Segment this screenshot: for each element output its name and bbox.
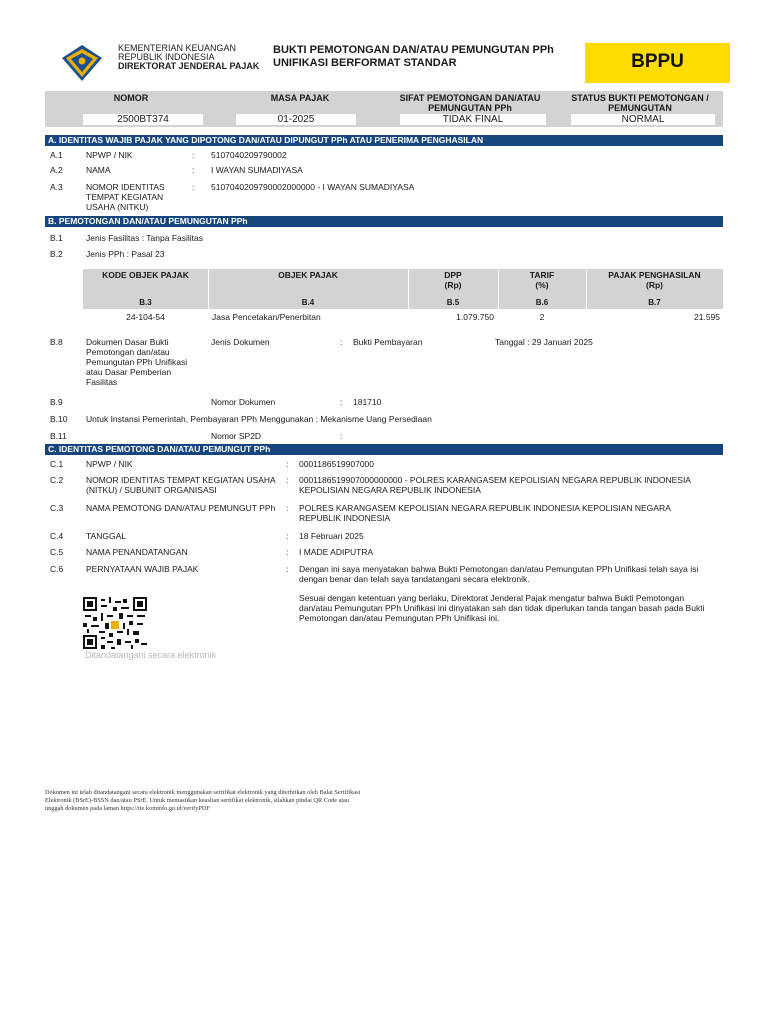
th-tarif bbox=[498, 270, 586, 290]
row-a3-colon: : bbox=[192, 182, 195, 192]
row-c1-code: C.1 bbox=[50, 459, 64, 469]
th-dpp-line-2: (Rp) bbox=[444, 280, 462, 290]
kementerian-keuangan-logo bbox=[60, 44, 104, 82]
row-a3-code: A.3 bbox=[50, 182, 63, 192]
nomor-value: 2500BT374 bbox=[83, 114, 203, 125]
row-b11-label: Nomor SP2D bbox=[211, 431, 262, 441]
row-c3-label: NAMA PEMOTONG DAN/ATAU PEMUNGUT PPh bbox=[86, 503, 276, 513]
status-label bbox=[558, 93, 722, 113]
sifat-label bbox=[388, 93, 552, 113]
nomor-label: NOMOR bbox=[113, 93, 149, 103]
cell-objek-pajak: Jasa Pencetakan/Penerbitan bbox=[212, 312, 321, 322]
section-c-header: C. IDENTITAS PEMOTONG DAN/ATAU PEMUNGUT PPh bbox=[45, 444, 723, 455]
row-c4-colon: : bbox=[286, 531, 289, 541]
row-b8-jenis-value: Bukti Pembayaran bbox=[353, 337, 423, 347]
row-c6-label: PERNYATAAN WAJIB PAJAK bbox=[86, 564, 199, 574]
ministry-name bbox=[118, 44, 259, 71]
th-kode-objek: KODE OBJEK PAJAK bbox=[102, 270, 189, 280]
th-dpp-line-1: DPP bbox=[444, 270, 462, 280]
row-c6-colon: : bbox=[286, 564, 289, 574]
document-title-line-1: BUKTI PEMOTONGAN DAN/ATAU PEMUNGUTAN PPh bbox=[273, 44, 554, 56]
row-c1-colon: : bbox=[286, 459, 289, 469]
row-c2-value: 0001186519907000000000 - POLRES KARANGASEM KEPOLISIAN NEGARA REPUBLIK INDONESIA KEPOLISIAN NEGARA REPUBLIK INDONESIA bbox=[299, 475, 691, 495]
row-b8-tanggal: Tanggal : 29 Januari 2025 bbox=[495, 337, 593, 347]
document-title bbox=[273, 44, 554, 70]
masa-pajak-label: MASA PAJAK bbox=[270, 93, 330, 103]
row-b9-value: 181710 bbox=[353, 397, 382, 407]
row-c6-code: C.6 bbox=[50, 564, 64, 574]
sifat-value: TIDAK FINAL bbox=[400, 114, 546, 125]
row-a2-colon: : bbox=[192, 165, 195, 175]
row-c3-colon: : bbox=[286, 503, 289, 513]
row-c4-value: 18 Februari 2025 bbox=[299, 531, 364, 541]
th-pajak-penghasilan bbox=[586, 270, 723, 290]
cell-dpp: 1.079.750 bbox=[456, 312, 494, 322]
bppu-badge: BPPU bbox=[585, 43, 730, 83]
row-b2-text: Jenis PPh : Pasal 23 bbox=[86, 249, 165, 259]
section-b-header: B. PEMOTONGAN DAN/ATAU PEMUNGUTAN PPh bbox=[45, 216, 723, 227]
row-a3-value: 5107040209790002000000 - I WAYAN SUMADIYASA bbox=[211, 182, 415, 192]
status-label-line-1: STATUS BUKTI PEMOTONGAN / bbox=[571, 93, 709, 103]
row-c3-code: C.3 bbox=[50, 503, 64, 513]
th-pph-line-1: PAJAK PENGHASILAN bbox=[608, 270, 701, 280]
cell-tarif: 2 bbox=[539, 312, 545, 322]
row-c5-colon: : bbox=[286, 547, 289, 557]
row-c2-colon: : bbox=[286, 475, 289, 485]
col-code-b4: B.4 bbox=[301, 298, 315, 307]
row-a2-code: A.2 bbox=[50, 165, 63, 175]
row-b10-code: B.10 bbox=[50, 414, 68, 424]
row-c3-value: POLRES KARANGASEM KEPOLISIAN NEGARA REPUBLIK INDONESIA KEPOLISIAN NEGARA REPUBLIK INDONESIA bbox=[299, 503, 671, 523]
row-b8-jenis-label: Jenis Dokumen bbox=[211, 337, 270, 347]
row-c2-code: C.2 bbox=[50, 475, 64, 485]
row-b9-code: B.9 bbox=[50, 397, 63, 407]
row-c4-label: TANGGAL bbox=[86, 531, 126, 541]
col-code-b5: B.5 bbox=[446, 298, 460, 307]
row-b11-code: B.11 bbox=[50, 431, 67, 441]
row-a1-code: A.1 bbox=[50, 150, 63, 160]
masa-pajak-value: 01-2025 bbox=[236, 114, 356, 125]
sifat-label-line-2: PEMUNGUTAN PPh bbox=[428, 103, 512, 113]
row-a1-label: NPWP / NIK bbox=[86, 150, 133, 160]
sifat-label-line-1: SIFAT PEMOTONGAN DAN/ATAU bbox=[399, 93, 541, 103]
row-a1-value: 5107040209790002 bbox=[211, 150, 287, 160]
col-code-b6: B.6 bbox=[535, 298, 549, 307]
row-c2-label: NOMOR IDENTITAS TEMPAT KEGIATAN USAHA (NITKU) / SUBUNIT ORGANISASI bbox=[86, 475, 276, 495]
row-b2-code: B.2 bbox=[50, 249, 63, 259]
row-b8-colon: : bbox=[340, 337, 343, 347]
row-c5-label: NAMA PENANDATANGAN bbox=[86, 547, 188, 557]
th-dpp bbox=[408, 270, 498, 290]
qr-code-icon bbox=[83, 597, 147, 649]
col-code-b7: B.7 bbox=[648, 298, 661, 307]
ministry-line-1: KEMENTERIAN KEUANGAN bbox=[118, 43, 237, 53]
footer-note: Dokumen ini telah ditandatangani secara elektronik menggunakan sertifikat elektronik yang diterbitkan oleh Balai Sertifikasi Elektronik (BSrE)-BSSN dan/atau PSrE. Untuk memastikan keaslian sertifikat elektronik, silahkan pindai QR Code atau unggah dokumen pada laman https://tte.kominfo.go.id/verifyPDF bbox=[45, 789, 361, 812]
row-b1-text: Jenis Fasilitas : Tanpa Fasilitas bbox=[86, 233, 204, 243]
row-a2-value: I WAYAN SUMADIYASA bbox=[211, 165, 303, 175]
row-c4-code: C.4 bbox=[50, 531, 64, 541]
row-c1-label: NPWP / NIK bbox=[86, 459, 133, 469]
row-b11-colon: : bbox=[340, 431, 343, 441]
row-c5-code: C.5 bbox=[50, 547, 64, 557]
row-c6-value: Dengan ini saya menyatakan bahwa Bukti Pemotongan dan/atau Pemungutan PPh Unifikasi telah saya isi dengan benar dan telah saya tandatangani secara elektronik. bbox=[299, 564, 699, 584]
col-code-b3: B.3 bbox=[139, 298, 152, 307]
status-value: NORMAL bbox=[571, 114, 715, 125]
row-c5-value: I MADE ADIPUTRA bbox=[299, 547, 374, 557]
row-a1-colon: : bbox=[192, 150, 195, 160]
ministry-line-2: REPUBLIK INDONESIA bbox=[118, 52, 215, 62]
row-b10-text: Untuk Instansi Pemerintah, Pembayaran PPh Menggunakan : Mekanisme Uang Persediaan bbox=[86, 414, 432, 424]
row-c1-value: 0001186519907000 bbox=[299, 459, 375, 469]
row-a3-label: NOMOR IDENTITAS TEMPAT KEGIATAN USAHA (NITKU) bbox=[86, 182, 165, 212]
row-b8-label: Dokumen Dasar Bukti Pemotongan dan/atau Pemungutan PPh Unifikasi atau Dasar Pemberian Fasilitas bbox=[86, 337, 188, 387]
status-label-line-2: PEMUNGUTAN bbox=[608, 103, 672, 113]
statement-validity: Sesuai dengan ketentuan yang berlaku, Direktorat Jenderal Pajak mengatur bahwa Bukti Pemotongan dan/atau Pemungutan PPh Unifikasi ini dinyatakan sah dan tidak diperlukan tanda tangan basah pada Bukti Pemotongan dan/atau Pemungutan PPh Unifikasi ini. bbox=[299, 593, 705, 623]
th-objek-pajak: OBJEK PAJAK bbox=[278, 270, 338, 280]
ministry-line-3: DIREKTORAT JENDERAL PAJAK bbox=[118, 61, 260, 71]
th-tarif-line-1: TARIF bbox=[529, 270, 555, 280]
th-tarif-line-2: (%) bbox=[535, 280, 549, 290]
row-b9-colon: : bbox=[340, 397, 343, 407]
row-b9-label: Nomor Dokumen bbox=[211, 397, 276, 407]
row-b1-code: B.1 bbox=[50, 233, 63, 243]
row-b8-code: B.8 bbox=[50, 337, 63, 347]
th-pph-line-2: (Rp) bbox=[646, 280, 663, 290]
row-a2-label: NAMA bbox=[86, 165, 111, 175]
cell-pajak-penghasilan: 21.595 bbox=[694, 312, 720, 322]
section-a-header: A. IDENTITAS WAJIB PAJAK YANG DIPOTONG DAN/ATAU DIPUNGUT PPh ATAU PENERIMA PENGHASILAN bbox=[45, 135, 723, 146]
cell-kode-objek: 24-104-54 bbox=[126, 312, 165, 322]
document-title-line-2: UNIFIKASI BERFORMAT STANDAR bbox=[273, 57, 457, 69]
electronic-signature-note: Ditandatangani secara elektronik bbox=[85, 650, 217, 660]
